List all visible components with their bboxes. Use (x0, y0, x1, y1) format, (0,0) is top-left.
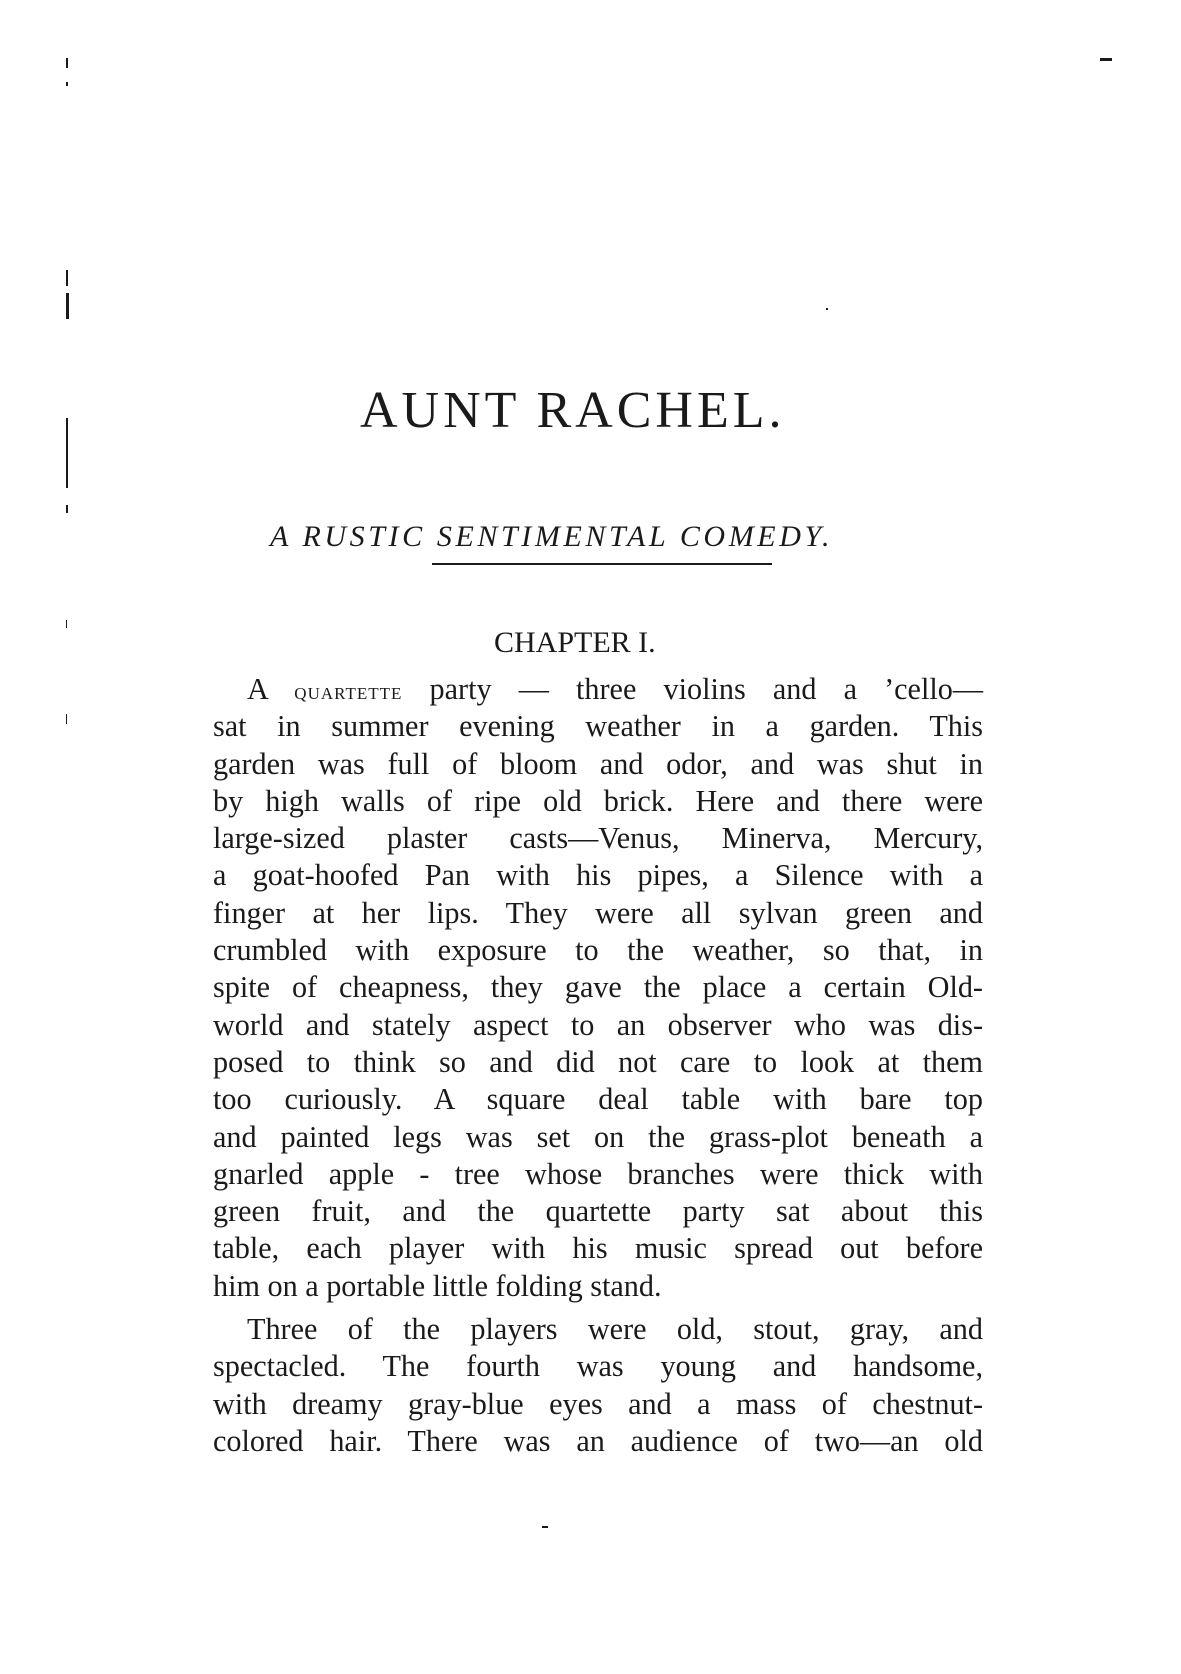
text-line: table, each player with his music spread out before (213, 1231, 983, 1266)
scan-mark (542, 1526, 548, 1528)
text-line: Three of the players were old, stout, gray, and (247, 1312, 983, 1347)
chapter-heading: CHAPTER I. (494, 626, 656, 659)
text-line: and painted legs was set on the grass-plot beneath a (213, 1119, 983, 1154)
opening-word: A (247, 672, 268, 706)
scan-mark (66, 620, 67, 628)
text-line: colored hair. There was an audience of two—an old (213, 1423, 983, 1458)
text-line: a goat-hoofed Pan with his pipes, a Silence with a (213, 858, 983, 893)
scan-mark (66, 418, 68, 488)
text-line: world and stately aspect to an observer who was dis- (213, 1007, 983, 1042)
scan-mark (826, 308, 828, 310)
text-line: crumbled with exposure to the weather, so that, in (213, 933, 983, 968)
text-line: sat in summer evening weather in a garden. This (213, 709, 983, 744)
text-line: by high walls of ripe old brick. Here and there were (213, 783, 983, 818)
title-divider (432, 563, 772, 565)
text-line: garden was full of bloom and odor, and was shut in (213, 746, 983, 781)
text-line: posed to think so and did not care to look at them (213, 1044, 983, 1079)
text-line: spite of cheapness, they gave the place a certain Old- (213, 970, 983, 1005)
text-line: him on a portable little folding stand. (213, 1268, 662, 1303)
page-title: AUNT RACHEL. (360, 382, 786, 439)
text-line: A quartette party — three violins and a ’cello— (247, 672, 984, 706)
chapter-body (213, 671, 983, 1460)
page-subtitle: A RUSTIC SENTIMENTAL COMEDY. (270, 520, 834, 553)
scan-mark (1100, 58, 1112, 61)
text-line: large-sized plaster casts—Venus, Minerva, Mercury, (213, 821, 983, 856)
scan-mark (66, 82, 68, 86)
text-line: gnarled apple - tree whose branches were thick with (213, 1156, 983, 1191)
text-line: with dreamy gray-blue eyes and a mass of chestnut- (213, 1386, 983, 1421)
text-line: green fruit, and the quartette party sat about this (213, 1194, 983, 1229)
smallcaps-word: quartette (294, 679, 403, 705)
text-line: spectacled. The fourth was young and handsome, (213, 1349, 983, 1384)
scan-mark (66, 505, 68, 513)
text-line: finger at her lips. They were all sylvan green and (213, 895, 983, 930)
text-line: too curiously. A square deal table with bare top (213, 1082, 983, 1117)
scan-mark (66, 270, 68, 286)
scan-mark (66, 293, 69, 319)
scan-mark (66, 58, 68, 68)
scan-mark (66, 714, 67, 724)
